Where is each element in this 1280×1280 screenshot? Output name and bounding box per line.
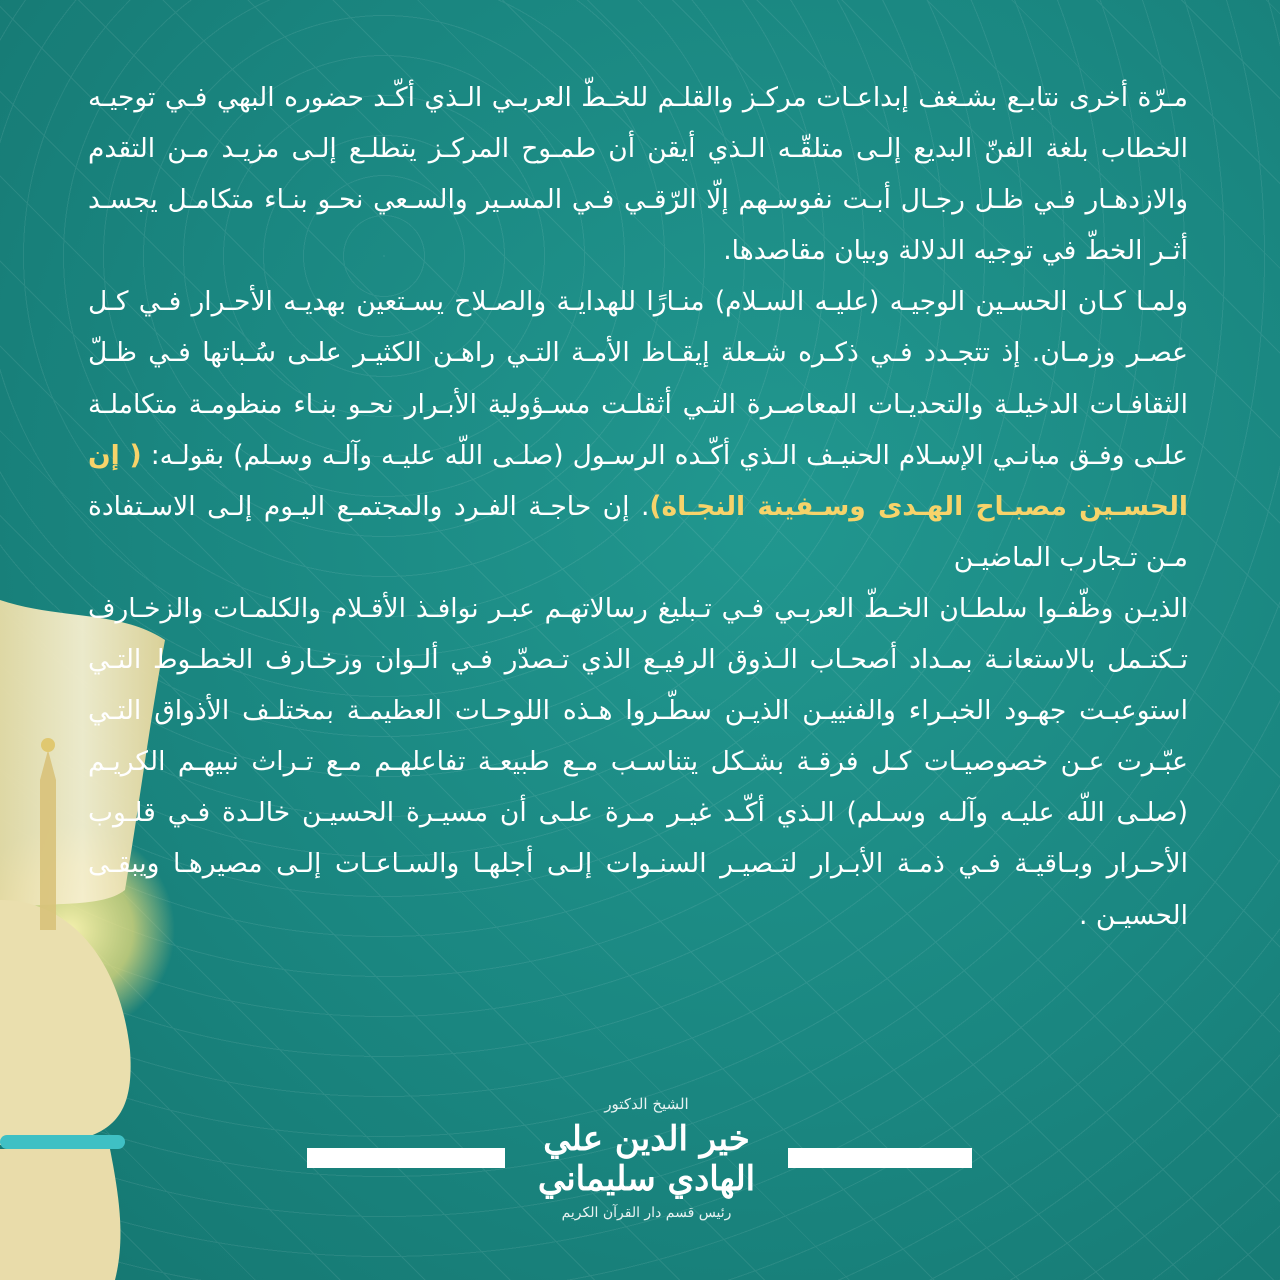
- article-text: [88, 72, 1188, 941]
- signature-name: خير الدين علي الهادي سليماني: [537, 1119, 756, 1199]
- signature-title: الشيخ الدكتور: [604, 1095, 689, 1113]
- paragraph-calligraphers: الذيـن وظّفـوا سلطـان الخـطّ العربـي فـي تـبليغ رسالاتهـم عبـر نوافـذ الأقـلام والكلمـات والزخـارف تـكتـمل بالاستعانـة بمـداد أصحـاب الـذوق الرفيـع الذي تـصدّر فـي ألـوان وزخـارف الخطـوط التـي استوعبـت جهـود الخبـراء والفنييـن الذيـن سطّـروا هـذه اللوحـات العظيمـة بمختلـف الأذواق التـي عبّـرت عـن خصوصيـات كـل فرقـة بشـكل يتناسـب مـع طبيعـة تفاعلهـم مـع تـراث نبيهـم الكريـم (صلـى اللّه عليـه وآلـه وسـلم) الـذي أكّـد غيـر مـرة علـى أن مسيـرة الحسيـن خالـدة فـي قلـوب الأحـرار وبـاقيـة فـي ذمـة الأبـرار لتـصيـر السنـوات إلـى أجلهـا والسـاعـات إلـى مصيرهـا ويبقـى الحسيـن .: [88, 592, 1188, 931]
- divider-bar-right: [788, 1148, 972, 1168]
- paragraph-intro: مـرّة أخرى نتابـع بشـغف إبداعـات مركـز والقلـم للخـطّ العربـي الـذي أكّـد حضوره البهي فـي توجيـه الخطاب بلغة الفنّ البديع إلـى متلقّـه الـذي أيقن أن طمـوح المركـز يتطلـع إلـى مزيـد مـن التقدم والازدهـار فـي ظـل رجـال أبـت نفوسـهم إلّا الرّقـي فـي المسـير والسـعي نحـو بنـاء متكامـل يجسـد أثـر الخطّ في توجيه الدلالة وبيان مقاصدها.: [88, 82, 1188, 267]
- signature-calligraphy: [505, 1095, 788, 1225]
- highlighted-quote: ( إن الحسـين مصبـاح الهـدى وسـفينة النجـاة): [88, 439, 1188, 522]
- paragraph-hussein: [88, 276, 1188, 583]
- divider-bar-left: [307, 1148, 505, 1168]
- paragraph-hussein-text: ولمـا كـان الحسـين الوجيـه (عليـه السـلام) منـارًا للهدايـة والصـلاح يسـتعين بهديـه الأحـرار فـي كـل عصـر وزمـان. إذ تتجـدد فـي ذكـره شـعلة إيقـاظ الأمـة التـي راهـن الكثيـر علـى سُـباتها فـي ظـلّ الثقافـات الدخيلـة والتحديـات المعاصـرة التـي أثقلـت مسـؤولية الأبـرار نحـو بنـاء منظومـة متكاملـة علـى وفـق مبانـي الإسـلام الحنيـف الـذي أكّـده الرسـول (صلـى اللّه عليـه وآلـه وسـلم) بقولـه:: [88, 286, 1188, 471]
- signature-role: رئيس قسم دار القرآن الكريم: [561, 1205, 732, 1221]
- paragraph-hussein-continuation: . إن حاجـة الفـرد والمجتمـع اليـوم إلـى الاسـتفادة مـن تـجارب الماضيـن: [88, 490, 1188, 573]
